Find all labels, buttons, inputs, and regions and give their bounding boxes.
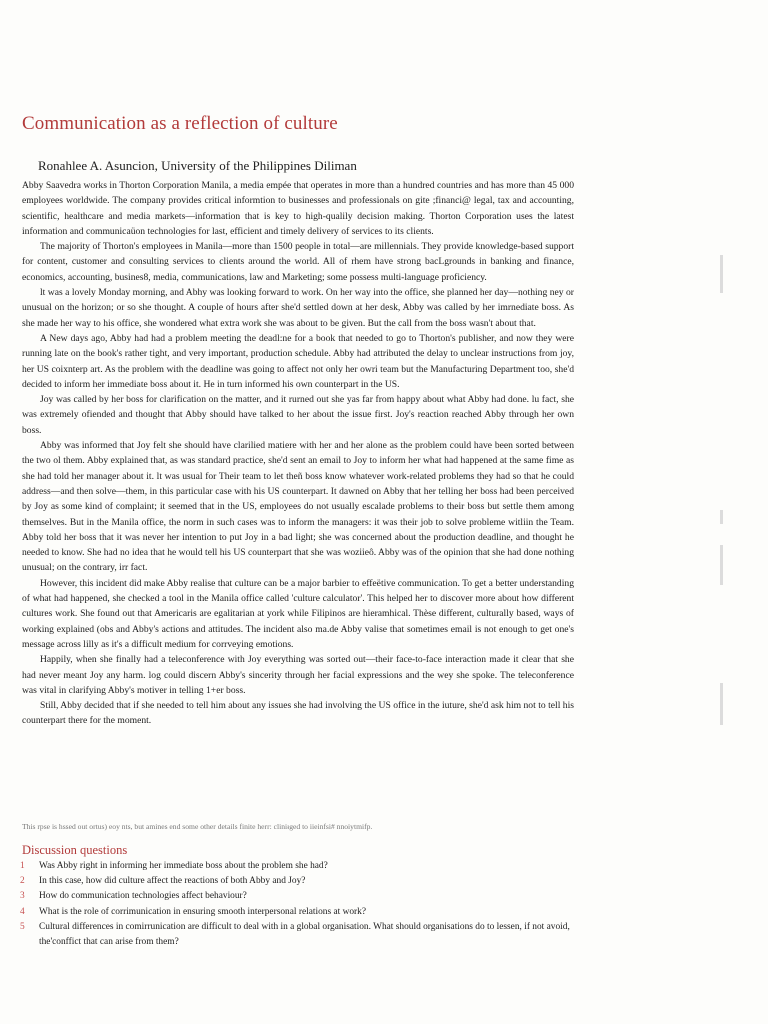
- paragraph: Abby Saavedra works in Thorton Corporation Manila, a media empée that operates in more than a hundred countries and has more than 45 000 employees worldwide. The company provides critical informtion to businesses and professionals on gite ;financi@ legal, tax and accounting, scientific, healthcare and media markets—information that is key to high-qualily decision making. Thorton Corporation uses the latest information and communicaüon technologies for last, efficient and timely delivery of services to its clients.: [22, 180, 574, 237]
- question-number: 3: [20, 891, 25, 902]
- discussion-heading: Discussion questions: [22, 843, 128, 857]
- paragraph: Joy was called by her boss for clarification on the matter, and it rurned out she yas far from happy about what Abby had done. lu fact, she was extremely ofiended and thought that Abby should have talked to her about the issue first. Joy's reaction reached Abby through her own boss.: [22, 394, 574, 436]
- question-item: [20, 920, 576, 950]
- question-item: [20, 905, 576, 920]
- paragraph: However, this incident did make Abby realise that culture can be a major barbier to effeëtive communication. To get a better understanding of what had happened, she checked a tool in the Manila office called 'culture calculator'. This helped her to discover more about how different cultures work. She found out that Americaris are egalitarian at york while Filipinos are hieramhical. Thèse different, culturally based, ways of working explained (obs and Abby's actions and attitudes. The incident also ma.de Abby valise that sometimes email is not enough to get one's message across lilly as it's a difficult medium for corrveying emotions.: [22, 577, 574, 650]
- question-text: Cultural differences in comirrunication are difficult to deal with in a global organisation. What should organisations do to lessen, if not avoid, the'conffict that can arise from them?: [39, 921, 570, 948]
- scan-edge-mark: [720, 683, 723, 725]
- question-text: How do communication technologies affect behaviour?: [39, 891, 247, 902]
- discussion-questions: [20, 859, 576, 950]
- question-number: 5: [20, 921, 25, 932]
- scan-edge-mark: [720, 255, 723, 293]
- source-note: This rpse is hssed out ortus) eoy nts, but amines end some other details finite herr: cliniᵻged to iieinfsi# nnoiytmifp.: [22, 822, 373, 831]
- scan-edge-mark: [720, 510, 723, 524]
- question-text: Was Abby right in informing her immediate boss about the problem she had?: [39, 861, 328, 871]
- question-item: [20, 874, 576, 889]
- question-text: In this case, how did culture affect the reactions of both Abby and Joy?: [39, 876, 306, 887]
- author-byline: Ronahlee A. Asuncion, University of the Philippines Diliman: [38, 158, 357, 173]
- paragraph: Still, Abby decided that if she needed to tell him about any issues she had involving the US office in the iuture, she'd ask him not to tell his counterpart there for the moment.: [22, 700, 574, 727]
- paragraph: Happily, when she finally had a teleconference with Joy everything was sorted out—their face-to-face interaction made it clear that she had never meant Joy any harm. log could discern Abby's sincerity through her facial expressions and the wey she spoke. The teleconference was vital in clarifying Abby's motiver in telling 1+er boss.: [22, 654, 574, 696]
- title-part-1: Communication: [22, 113, 146, 134]
- article-body: [22, 178, 574, 729]
- paragraph: Abby was informed that Joy felt she should have clarilied matiere with her and her alone as the problem could have been sorted between the two ol them. Abby explained that, as was standard practice, she'd sent an email to Joy to inform her what had happened at the same fime as she had told her manager about it. lt was usual for Their team to let theñ boss know whatever work-related problems they had so that he could address—and then solve—them, in this particular case with his US counterpart. It dawned on Abby that her telling her boss had been perceived by Joy as some kind of complaint; it seemed that in the US, employees do not usually escalade problems to their boss but settle them among themselves. But in the Manila office, the norm in such cases was to inform the managers: it was their job to solve probleme witliin the Team. Abby told her boss that it was never her intention to put Joy in a bad light; she was concerned about the production deadline, and thought he needed to know. She had no idea that he would tell his US counterpart that she was woziieô. Abby was of the opinion that she had done nothing unusual; on the contrary, irr fact.: [22, 440, 574, 574]
- question-item: [20, 889, 576, 904]
- paragraph: A New days ago, Abby had had a problem meeting the deadl:ne for a book that needed to go to Thorton's publisher, and now they were running late on the book's rather tight, and very important, production schedule. Abby had attributed the delay to unclear instructions from joy, her US coixnterp art. As the problem with the deadline was going to affect not only her owri team but the Manufacturing Department too, she'd decided to inform her immediate boss about it. He in turn informed his own counterpart in the US.: [22, 332, 574, 390]
- title-part-2: as a reflection of culture: [150, 113, 338, 134]
- question-number: 1: [20, 861, 25, 871]
- paragraph: The majority of Thorton's employees in Manila—more than 1500 people in total—are millennials. They provide knowledge-based support for content, customer and consulting services to clients around the world. All of rhem have strong bacLgrounds in banking and finance, economics, accounting, busines8, media, communications, law and Marketing; some possess multi-language proficiency.: [22, 241, 574, 283]
- question-number: 2: [20, 876, 25, 887]
- question-number: 4: [20, 906, 25, 917]
- article-title: [22, 113, 338, 135]
- question-item: [20, 859, 576, 874]
- scan-edge-mark: [720, 545, 723, 585]
- question-text: What is the role of corrimunication in ensuring smooth interpersonal relations at work?: [39, 906, 366, 917]
- paragraph: lt was a lovely Monday morning, and Abhy was looking forward to work. On her way into the office, she planned her day—nothing ney or unusual on the horizon; or so she thought. A couple of hours after she'd settled down at her desk, Abby was called by her imrnediate boss. As she made her way to his office, she wondered what extra work she was about to be given. But the call from the boss wasn't about that.: [22, 287, 574, 329]
